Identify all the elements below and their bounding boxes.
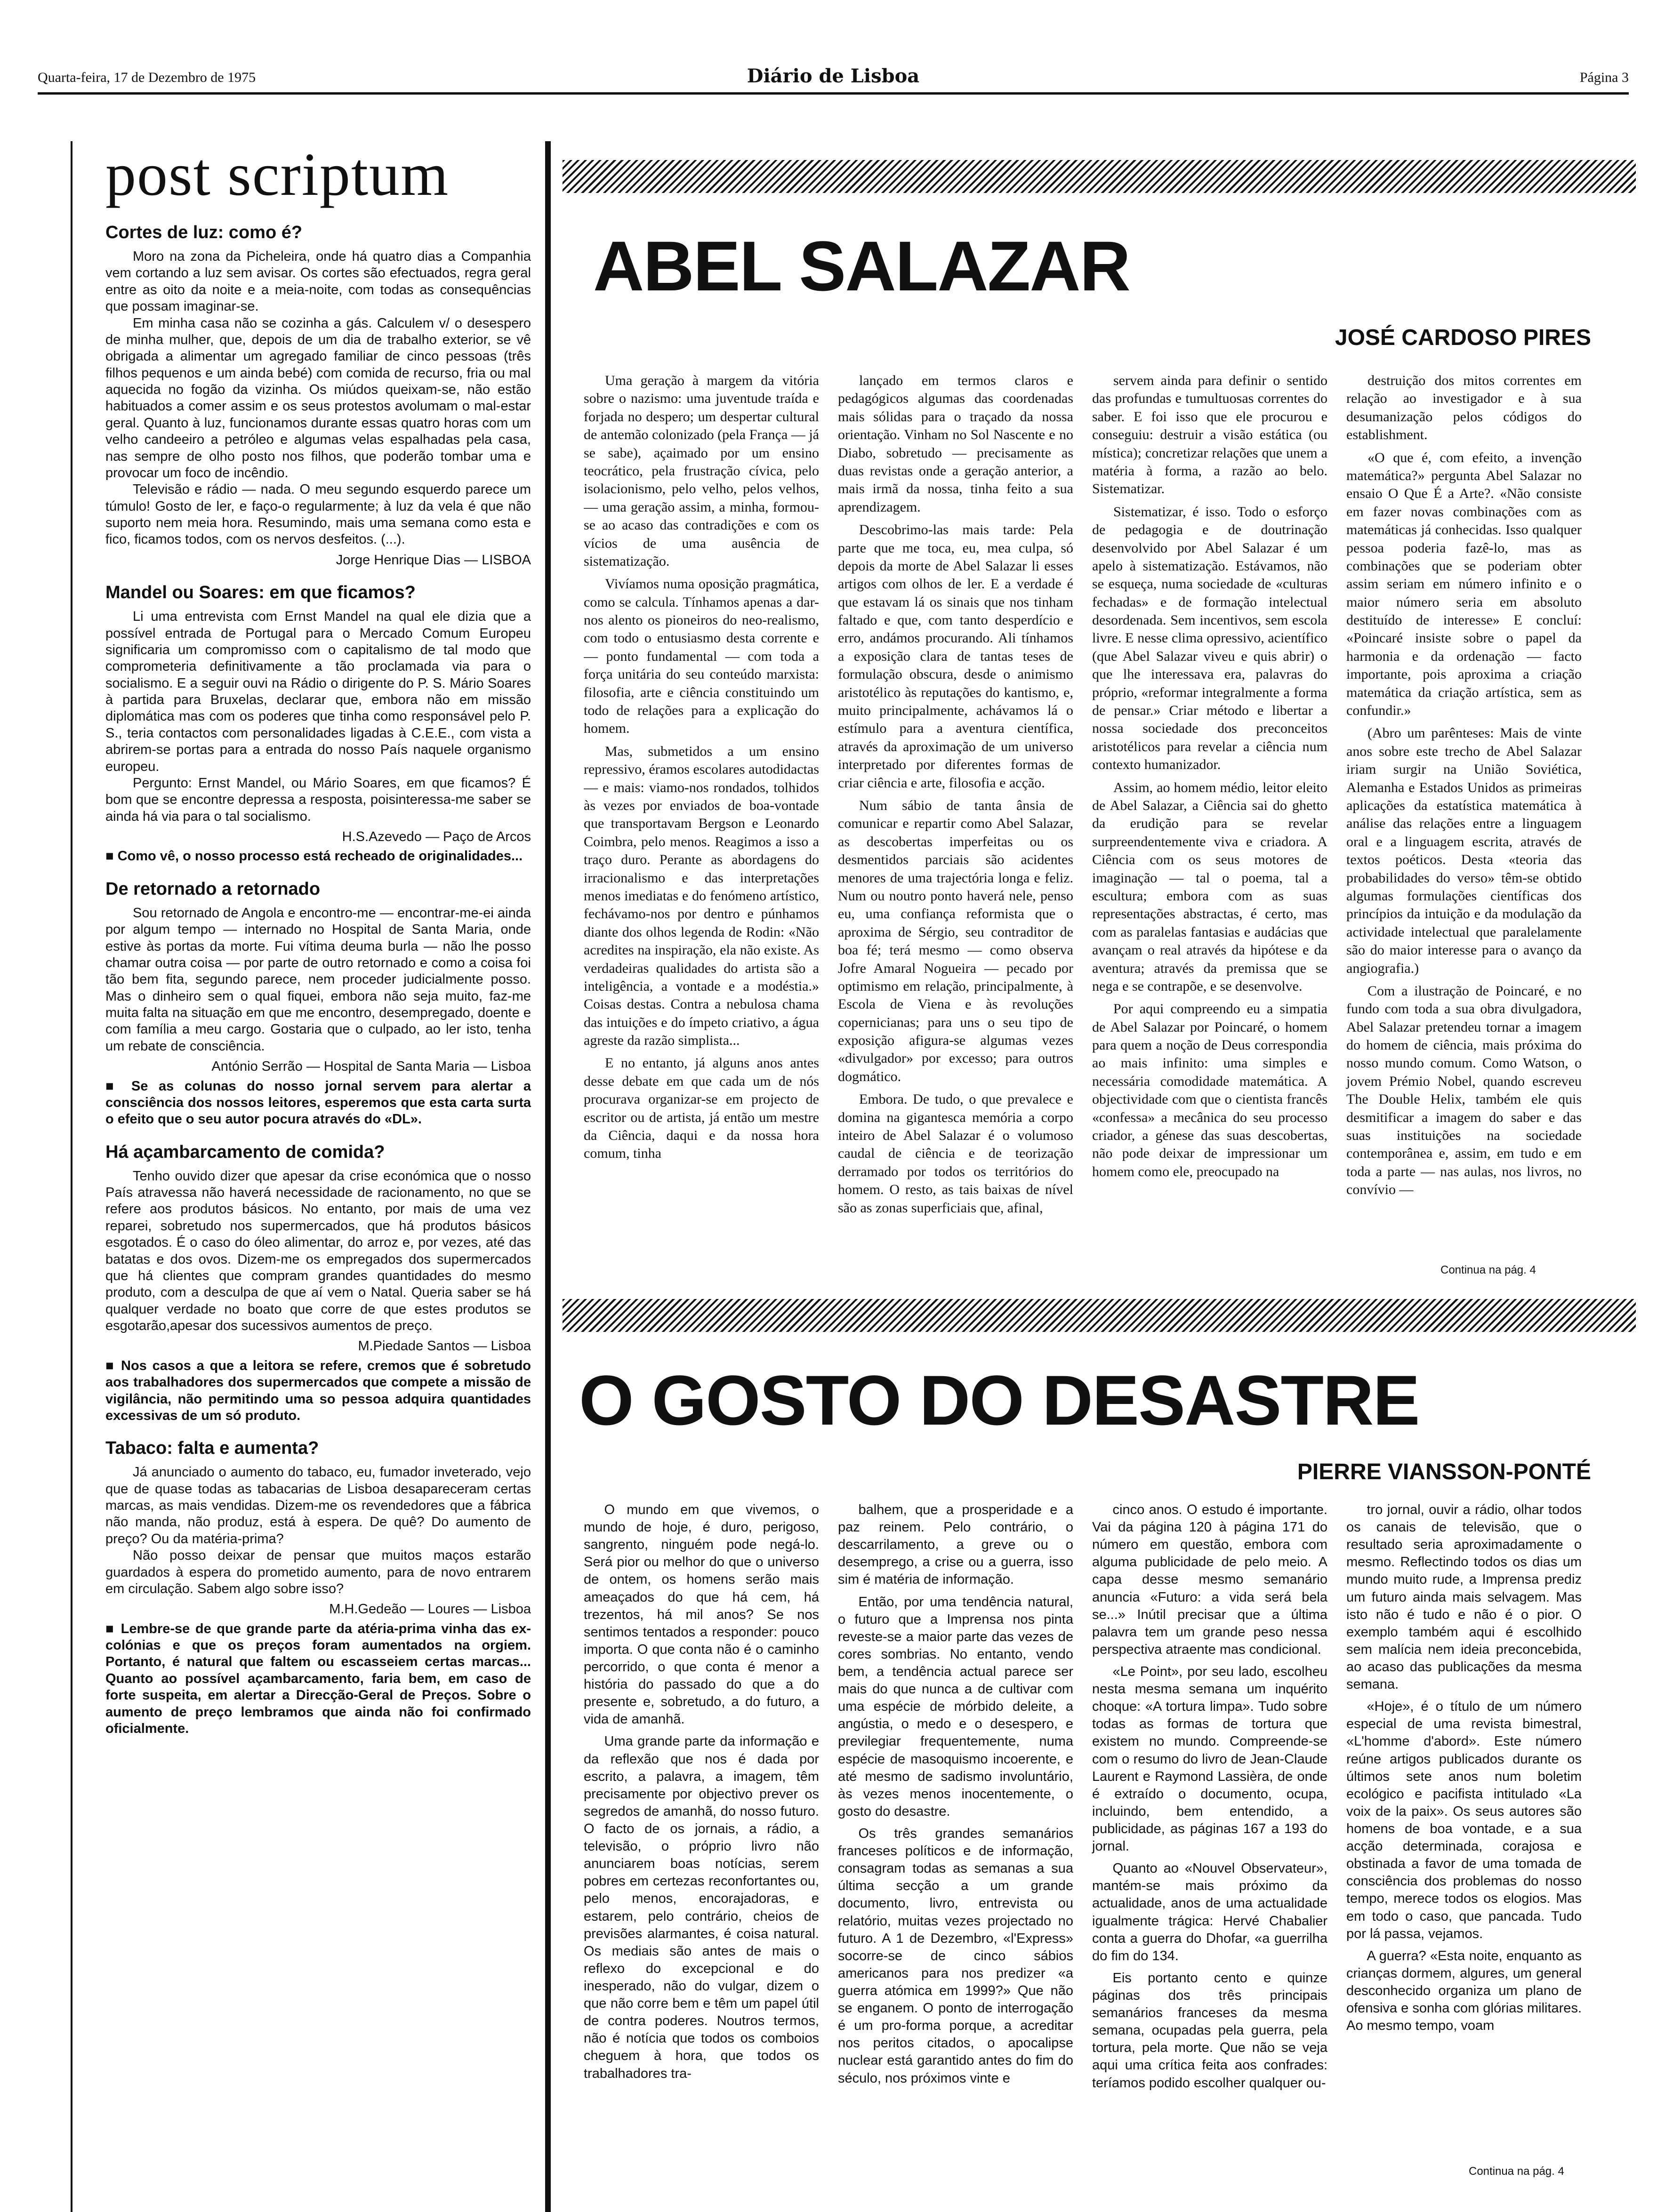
article-paragraph: «O que é, com efeito, a invenção matemática?» pergunta Abel Salazar no ensaio O Que É a Arte?. «Não consiste em fazer novas combinações com as matemáticas já conhecidas. Isso qualquer pessoa poderia fazê-lo, mas as combinações que se poderiam obter assim seriam em número infinito e o maior número seria em absoluto destituído de interesse» E concluí: «Poincaré insiste sobre o papel da harmonia e da ordenação — facto importante, pois aproxima a criação matemática da criação artística, sem as confundir.» bbox=[1346, 449, 1582, 719]
article-paragraph: O mundo em que vivemos, o mundo de hoje, é duro, perigoso, sangrento, ninguém pode negá-lo. Será pior ou melhor do que o universo de ontem, os homens serão mais ameaçados do que há cem, há trezentos, há mil anos? Se nos sentimos tentados a responder: pouco importa. O que conta não é o caminho percorrido, o que conta é menor a história do passado do que a do presente e, sobretudo, a do futuro, a vida de amanhã. bbox=[584, 1502, 819, 1727]
continued-note: Continua na pág. 4 bbox=[1440, 1264, 1536, 1276]
article-paragraph: Por aqui compreendo eu a simpatia de Abel Salazar por Poincaré, o homem para quem a noção de Deus correspondia ao mais infinito: uma simples e necessária comodidade matemática. A objectividade com que o cientista francês «confessa» a mecânica do seu processo criador, a génese das suas descobertas, não pode deixar de impressionar um homem como ele, preocupado na bbox=[1092, 1001, 1327, 1179]
article-paragraph: «Hoje», é o título de um número especial de uma revista bimestral, «L'homme d'abord». Este número reúne artigos publicados durante os últimos sete anos num boletim ecológico e pacifista intitulado «La voix de la paix». Os seus autores são homens de boa vontade, e a sua acção determinada, corajosa e obstinada a favor de uma tomada de consciência dos problemas do nosso tempo, merece todos os elogios. Mas em todo o caso, que pancada. Tudo por lá passa, vejamos. bbox=[1346, 1699, 1582, 1941]
post-scriptum-title: post scriptum bbox=[105, 141, 450, 208]
article-author: PIERRE VIANSSON-PONTÉ bbox=[1297, 1459, 1591, 1484]
editor-reply: ■ Se as colunas do nosso jornal servem para alertar a consciência dos nossos leitores, esperemos que esta carta surta o efeito que o seu autor pocura através do «DL». bbox=[105, 1078, 531, 1128]
article-column bbox=[1092, 372, 1327, 1257]
hatched-banner bbox=[563, 160, 1636, 193]
article-body bbox=[584, 372, 1582, 1257]
letter-heading: Há açambarcamento de comida? bbox=[105, 1142, 385, 1162]
letter-paragraph: Tenho ouvido dizer que apesar da crise económica que o nosso País atravessa não haverá necessidade de racionamento, no que se refere aos produtos básicos. No entanto, por mais de uma vez reparei, sobretudo nos supermercados, que há produtos básicos esgotados. É o caso do óleo alimentar, do arroz e, por vezes, até das batatas e dos ovos. Dizem-me os empregados dos supermercados que há clientes que compram grandes quantidades do mesmo produto, com a desculpa de que aí vem o Natal. Queria saber se há qualquer verdade no boato que corre de que estes produtos se esgotarão,apesar dos sucessivos aumentos de preço. bbox=[105, 1168, 531, 1333]
article-paragraph: A guerra? «Esta noite, enquanto as crianças dormem, algures, um general desconhecido organiza um plano de ofensiva e sonha com glórias militares. Ao mesmo tempo, voam bbox=[1346, 1948, 1582, 2034]
letter-paragraph: Sou retornado de Angola e encontro-me — encontrar-me-ei ainda por algum tempo — internado no Hospital de Santa Maria, onde estive às portas da morte. Fui vítima deuma burla — não lhe posso chamar outra coisa — por parte de outro retornado e como a coisa foi tão bem fita, segundo parece, nem proceder judicialmente posso. Mas o dinheiro sem o qual fiquei, embora não seja muito, faz-me muita falta na situação em que me encontro, desempregado, doente e com família a meu cargo. Gostaria que o culpado, ao ler isto, tenha um rebate de consciência. bbox=[105, 905, 531, 1054]
letter-tabaco bbox=[105, 1438, 531, 1737]
letter-de-retornado bbox=[105, 879, 531, 1128]
article-paragraph: Sistematizar, é isso. Todo o esforço de pedagogia e de doutrinação desenvolvido por Abel Salazar é um apelo à sistematização. Estávamos, não se esqueça, numa sociedade de «culturas fechadas» e de formação intelectual desordenada. Sem incentivos, sem escola livre. E nesse clima opressivo, acientífico (que Abel Salazar viveu e quis abrir) o que lhe interessava era, palavras do próprio, «reformar integralmente a forma de pensar.» Criar método e libertar a nossa sociedade dos preconceitos aristotélicos para revelar a ciência num contexto humanizador. bbox=[1092, 504, 1327, 773]
letter-cortes-de-luz bbox=[105, 223, 531, 569]
article-paragraph: Mas, submetidos a um ensino repressivo, éramos escolares autodidactas — e mais: viamo-nos rondados, tolhidos às vezes por enviados de boa-vontade que transportavam Bergson e Leonardo Coimbra, pelo menos. Reagimos a isso a traço duro. Perante as abordagens do irracionalismo e das interpretações menos imediatas e do fenómeno artístico, fechávamo-nos por dentro e púnhamos diante dos olhos legenda de Rodin: «Não acredites na inspiração, ela não existe. As verdadeiras qualidades do artista são a inteligência, a vontade e a modéstia.» Coisas destas. Contra a nebulosa chama das intuições e do ímpeto criativo, a água agreste da razão simplista... bbox=[584, 743, 819, 1049]
article-paragraph: Uma geração à margem da vitória sobre o nazismo: uma juventude traída e forjada no despero; um despertar cultural de antemão colonizado (pela França — já se sabe), açaimado por um ensino teocrático, pela frustração cívica, pelo isolacionismo, pelo velho, pelos velhos, — uma geração assim, a minha, formou-se ao acaso das contradições e com os vícios de uma ausência de sistematização. bbox=[584, 373, 819, 569]
article-paragraph: Uma grande parte da informação e da reflexão que nos é dada por escrito, a palavra, a imagem, têm precisamente por objectivo prever os segredos de amanhã, do nosso futuro. O facto de os jornais, a rádio, a televisão, o próprio livro não anunciarem boas notícias, serem pobres em certezas reconfortantes ou, pelo menos, encorajadoras, e estarem, pelo contrário, cheios de previsões alarmantes, é coisa natural. Os mediais são antes de mais o reflexo do excepcional e do inesperado, não do vulgar, dizem o que não corre bem e têm um papel útil de contra poderes. Noutros termos, não é notícia que todos os comboios cheguem à hora, que todos os trabalhadores tra- bbox=[584, 1734, 819, 2081]
letter-signature: M.H.Gedeão — Loures — Lisboa bbox=[329, 1602, 531, 1617]
article-column bbox=[1092, 1501, 1327, 2151]
article-column bbox=[838, 1501, 1073, 2151]
newspaper-name: Diário de Lisboa bbox=[747, 65, 920, 87]
article-column bbox=[584, 372, 819, 1257]
letter-paragraph: Não posso deixar de pensar que muitos maços estarão guardados à espera do prometido aumento, para de novo entrarem em circulação. Sabem algo sobre isso? bbox=[105, 1548, 531, 1596]
article-paragraph: servem ainda para definir o sentido das profundas e tumultuosas correntes do saber. E foi isso que ele procurou e conseguiu: destruir a visão estática (ou mística); concretizar relações que unem a matéria à forma, a razão ao belo. Sistematizar. bbox=[1092, 373, 1327, 497]
letter-mandel-ou-soares bbox=[105, 583, 531, 865]
letter-paragraph: Já anunciado o aumento do tabaco, eu, fumador inveterado, vejo que de quase todas as tabacarias de Lisboa desapareceram certas marcas, as mais vendidas. Dizem-me os revendedores que a fábrica não manda, não produz, está à espera. De quê? Do aumento de preço? Ou da matéria-prima? bbox=[105, 1465, 531, 1547]
letter-acambarcamento bbox=[105, 1142, 531, 1425]
hatched-banner bbox=[563, 1299, 1636, 1332]
article-paragraph: E no entanto, já alguns anos antes desse debate em que cada um de nós procurava organizar-se em projecto de escritor ou de artista, já então um mestre da Ciência, daqui e da nossa hora comum, tinha bbox=[584, 1055, 819, 1162]
issue-date: Quarta-feira, 17 de Dezembro de 1975 bbox=[38, 70, 256, 85]
letter-paragraph: Em minha casa não se cozinha a gás. Calculem v/ o desespero de minha mulher, que, depois de um dia de trabalho exterior, se vê obrigada a alimentar um agregado familiar de cinco pessoas (três filhos pequenos e um ainda bebé) com comida de recurso, fria ou mal aquecida no fogão da vizinha. Os miúdos queixam-se, não estão habituados a comer assim e os seus protestos avolumam o mal-estar geral. Quanto à luz, funcionamos durante essas quatro horas com um velho candeeiro a petróleo e algumas velas espalhadas pela casa, nas sempre de olho posto nos filhos, que poderão tombar uma e provocar um foco de incêndio. bbox=[105, 315, 531, 481]
article-title: O GOSTO DO DESASTRE bbox=[579, 1361, 1419, 1440]
article-column bbox=[584, 1501, 819, 2151]
article-paragraph: Quanto ao «Nouvel Observateur», mantém-se mais próximo da actualidade, anos de uma actualidade igualmente trágica: Hervé Chabalier conta a guerra do Dhofar, «a guerrilha do fim do 134. bbox=[1092, 1861, 1327, 1964]
letter-paragraph: Televisão e rádio — nada. O meu segundo esquerdo parece um túmulo! Gosto de ler, e faço-o regularmente; à luz da vela é que não suporto nem meia hora. Resumindo, mais uma semana como esta e fico, ficamos todos, com os nervos desfeitos. (...). bbox=[105, 482, 531, 547]
article-paragraph: Assim, ao homem médio, leitor eleito de Abel Salazar, a Ciência sai do ghetto da erudição para se revelar surpreendentemente viva e criadora. A Ciência com os seus motores de imaginação — tal o poema, tal a escultura; embora com as suas representações abstractas, é certo, mas com as paralelas fantasias e audácias que avançam o real através da hipótese e da aventura; através da premissa que se nega e se contrapõe, e se desenvolve. bbox=[1092, 779, 1327, 994]
editor-reply: ■ Nos casos a que a leitora se refere, cremos que é sobretudo aos trabalhadores dos supermercados que compete a missão de vigilância, não permitindo uma so pessoa adquira quantidades excessivas de um só produto. bbox=[105, 1358, 531, 1425]
letter-paragraph: Li uma entrevista com Ernst Mandel na qual ele dizia que a possível entrada de Portugal para o Mercado Comum Europeu significaria um compromisso com o capitalismo de tal modo que comprometeria definitivamente a tão proclamada via para o socialismo. E a seguir ouvi na Rádio o dirigente do P. S. Mário Soares à partida para Bruxelas, declarar que, embora não em missão diplomática mas com os poderes que tinha como responsável pelo P. S., teria contactos com personalidades ligadas à C.E.E., com vista a abrirem-se portas para a entrada do nosso País naquele organismo europeu. bbox=[105, 609, 531, 774]
article-paragraph: Então, por uma tendência natural, o futuro que a Imprensa nos pinta reveste-se a maior parte das vezes de cores sombrias. No entanto, vendo bem, a tendência actual parece ser mais do que nunca a de cultivar com uma espécie de mórbido deleite, a angústia, o medo e o desespero, e previlegiar frequentemente, numa espécie de masoquismo incoerente, e até mesmo de sadismo involuntário, às vezes menos inocentemente, o gosto do desastre. bbox=[838, 1594, 1073, 1819]
article-paragraph: «Le Point», por seu lado, escolheu nesta mesma semana um inquérito choque: «A tortura limpa». Tudo sobre todas as formas de tortura que existem no mundo. Compreende-se com o resumo do livro de Jean-Claude Laurent e Raymond Lassièra, de onde é extraído o documento, ocupa, incluindo, bem entendido, a publicidade, as páginas 167 a 193 do jornal. bbox=[1092, 1664, 1327, 1854]
post-scriptum-column bbox=[71, 141, 551, 2212]
letter-signature: M.Piedade Santos — Lisboa bbox=[358, 1338, 531, 1354]
article-column bbox=[838, 372, 1073, 1257]
article-paragraph: cinco anos. O estudo é importante. Vai da página 120 à página 171 do número em questão, embora com alguma publicidade de pelo meio. A capa desse mesmo semanário anuncia «Futuro: a vida será bela se...» Inútil precisar que a última palavra tem um grande peso nessa perspectiva atraente mas condicional. bbox=[1092, 1502, 1327, 1657]
article-paragraph: Com a ilustração de Poincaré, e no fundo com toda a sua obra divulgadora, Abel Salazar pretendeu tornar a imagem do homem de ciência, mais próxima do nosso mundo comum. Como Watson, o jovem Prémio Nobel, quando escreveu The Double Helix, também ele quis desmitificar a imagem do saber e das suas instituições na sociedade contemporânea e, assim, em tudo e em toda a parte — nas aulas, nos livros, no convívio — bbox=[1346, 983, 1582, 1198]
article-body bbox=[584, 1501, 1582, 2151]
letter-signature: Jorge Henrique Dias — LISBOA bbox=[336, 552, 531, 568]
article-paragraph: tro jornal, ouvir a rádio, olhar todos os canais de televisão, que o resultado seria aproximadamente o mesmo. Reflectindo todos os dias um mundo muito rude, a Imprensa prediz um futuro ainda mais selvagem. Mas isto não é tudo e não é o pior. O exemplo também aqui é escolhido sem malícia nem ideia preconcebida, ao acaso das publicações da mesma semana. bbox=[1346, 1502, 1582, 1692]
article-paragraph: balhem, que a prosperidade e a paz reinem. Pelo contrário, o descarrilamento, a greve ou o desemprego, a crise ou a guerra, isso sim é matéria de informação. bbox=[838, 1502, 1073, 1587]
letter-heading: Cortes de luz: como é? bbox=[105, 223, 303, 242]
letter-signature: António Serrão — Hospital de Santa Maria — Lisboa bbox=[211, 1059, 531, 1074]
article-paragraph: destruição dos mitos correntes em relação ao investigador e à sua desumanização pelos códigos do establishment. bbox=[1346, 373, 1582, 443]
letter-paragraph: Pergunto: Ernst Mandel, ou Mário Soares, em que ficamos? É bom que se encontre depressa a resposta, poisinteressa-me saber se ainda há via para o tal socialismo. bbox=[105, 775, 531, 824]
continued-note: Continua na pág. 4 bbox=[1469, 2165, 1564, 2178]
page-number: Página 3 bbox=[1579, 70, 1629, 85]
letter-paragraph: Moro na zona da Picheleira, onde há quatro dias a Companhia vem cortando a luz sem avisar. Os cortes são efectuados, regra geral entre as oito da noite e a meia-noite, com todas as consequências que possam imaginar-se. bbox=[105, 249, 531, 314]
masthead bbox=[38, 61, 1629, 89]
article-paragraph: Num sábio de tanta ânsia de comunicar e repartir como Abel Salazar, as descobertas imperfeitas ou os desmentidos parciais são acidentes menores de uma trajectória longa e feliz. Num ou noutro ponto haverá nele, penso eu, uma confiança reformista que o aproxima de Sérgio, seu contraditor de boa fé; terá mesmo — como observa Jofre Amaral Nogueira — pecado por optimismo em relação, principalmente, à Escola de Viena e às revoluções copernicianas; para uns o seu tipo de exposição afigura-se algumas vezes «divulgador» por excesso; para outros dogmático. bbox=[838, 797, 1073, 1084]
article-paragraph: lançado em termos claros e pedagógicos algumas das coordenadas mais sólidas para o traçado da nossa orientação. Vinham no Sol Nascente e no Diabo, sobretudo — precisamente as duas revistas onde a geração anterior, a mais irmã da nossa, tinha feito a sua aprendizagem. bbox=[838, 373, 1073, 515]
article-paragraph: Vivíamos numa oposição pragmática, como se calcula. Tínhamos apenas a dar-nos alento os pioneiros do neo-realismo, com todo o entusiasmo desta corrente e — ponto fundamental — com toda a força unitária do seu conteúdo marxista: filosofia, arte e ciência constituindo um todo de relações para a explicação do homem. bbox=[584, 576, 819, 737]
article-column bbox=[1346, 372, 1582, 1257]
masthead-rule bbox=[38, 92, 1629, 95]
article-paragraph: Embora. De tudo, o que prevalece e domina na gigantesca memória a corpo inteiro de Abel Salazar é o volumoso caudal de ciência e de teorização derramado por todos os territórios do homem. O resto, as tais baixas de nível são as zonas superficiais que, afinal, bbox=[838, 1091, 1073, 1216]
article-paragraph: (Abro um parênteses: Mais de vinte anos sobre este trecho de Abel Salazar iriam surgir na União Soviética, Alemanha e Estados Unidos as primeiras aplicações da estatística matemática à análise das relações entre a linguagem oral e a linguagem escrita, através de textos poéticos. Desta «teoria das probabilidades do verso» têm-se obtido algumas formulações científicas dos princípios da intuição e da modulação da actividade intelectual que paralelamente são do maior interesse para o avanço da angiografia.) bbox=[1346, 725, 1582, 976]
letter-heading: De retornado a retornado bbox=[105, 879, 321, 899]
letter-heading: Tabaco: falta e aumenta? bbox=[105, 1438, 319, 1459]
article-paragraph: Os três grandes semanários franceses políticos e de informação, consagram todas as semanas a sua última secção a um grande documento, livro, entrevista ou relatório, muitas vezes projectado no futuro. A 1 de Dezembro, «l'Express» socorre-se de cinco sábios americanos para nos predizer «a guerra atómica em 1999?» Que não se enganem. O ponto de interrogação é um pro-forma porque, a acreditar nos peritos citados, o apocalipse nuclear está garantido antes do fim do século, nos próximos vinte e bbox=[838, 1826, 1073, 2086]
article-column bbox=[1346, 1501, 1582, 2151]
article-title: ABEL SALAZAR bbox=[593, 226, 1130, 305]
letter-signature: H.S.Azevedo — Paço de Arcos bbox=[342, 829, 531, 844]
article-paragraph: Descobrimo-las mais tarde: Pela parte que me toca, eu, mea culpa, só depois da morte de Abel Salazar li esses artigos com olhos de ler. E a verdade é que estavam lá os sinais que nos tinham faltado e que, com tanto desperdício e erro, andámos procurando. Ali tínhamos a exposição clara de tantas teses de formulação obscura, desde o animismo aristotélico às reputações do kantismo, e, muito principalmente, achávamos lá o estímulo para a aventura científica, através da aproximação de um universo interpretado por diferentes formas de criar ciência e arte, filosofia e acção. bbox=[838, 522, 1073, 791]
article-author: JOSÉ CARDOSO PIRES bbox=[1335, 325, 1591, 350]
editor-reply: ■ Lembre-se de que grande parte da atéria-prima vinha das ex-colónias e que os preços foram aumentados na orgiem. Portanto, é natural que faltem ou escasseiem certas marcas... Quanto ao possível açambarcamento, faria bem, em caso de forte suspeita, em alertar a Direcção-Geral de Preços. Sobre o aumento de preço lembramos que ainda não foi confirmado oficialmente. bbox=[105, 1621, 531, 1738]
letter-heading: Mandel ou Soares: em que ficamos? bbox=[105, 583, 416, 603]
article-paragraph: Eis portanto cento e quinze páginas dos três principais semanários franceses da mesma semana, ocupadas pela guerra, pela tortura, pela morte. Que não se veja aqui uma crítica feita aos confrades: teríamos podido escolher qualquer ou- bbox=[1092, 1970, 1327, 2091]
editor-reply: ■ Como vê, o nosso processo está recheado de originalidades... bbox=[105, 848, 531, 865]
